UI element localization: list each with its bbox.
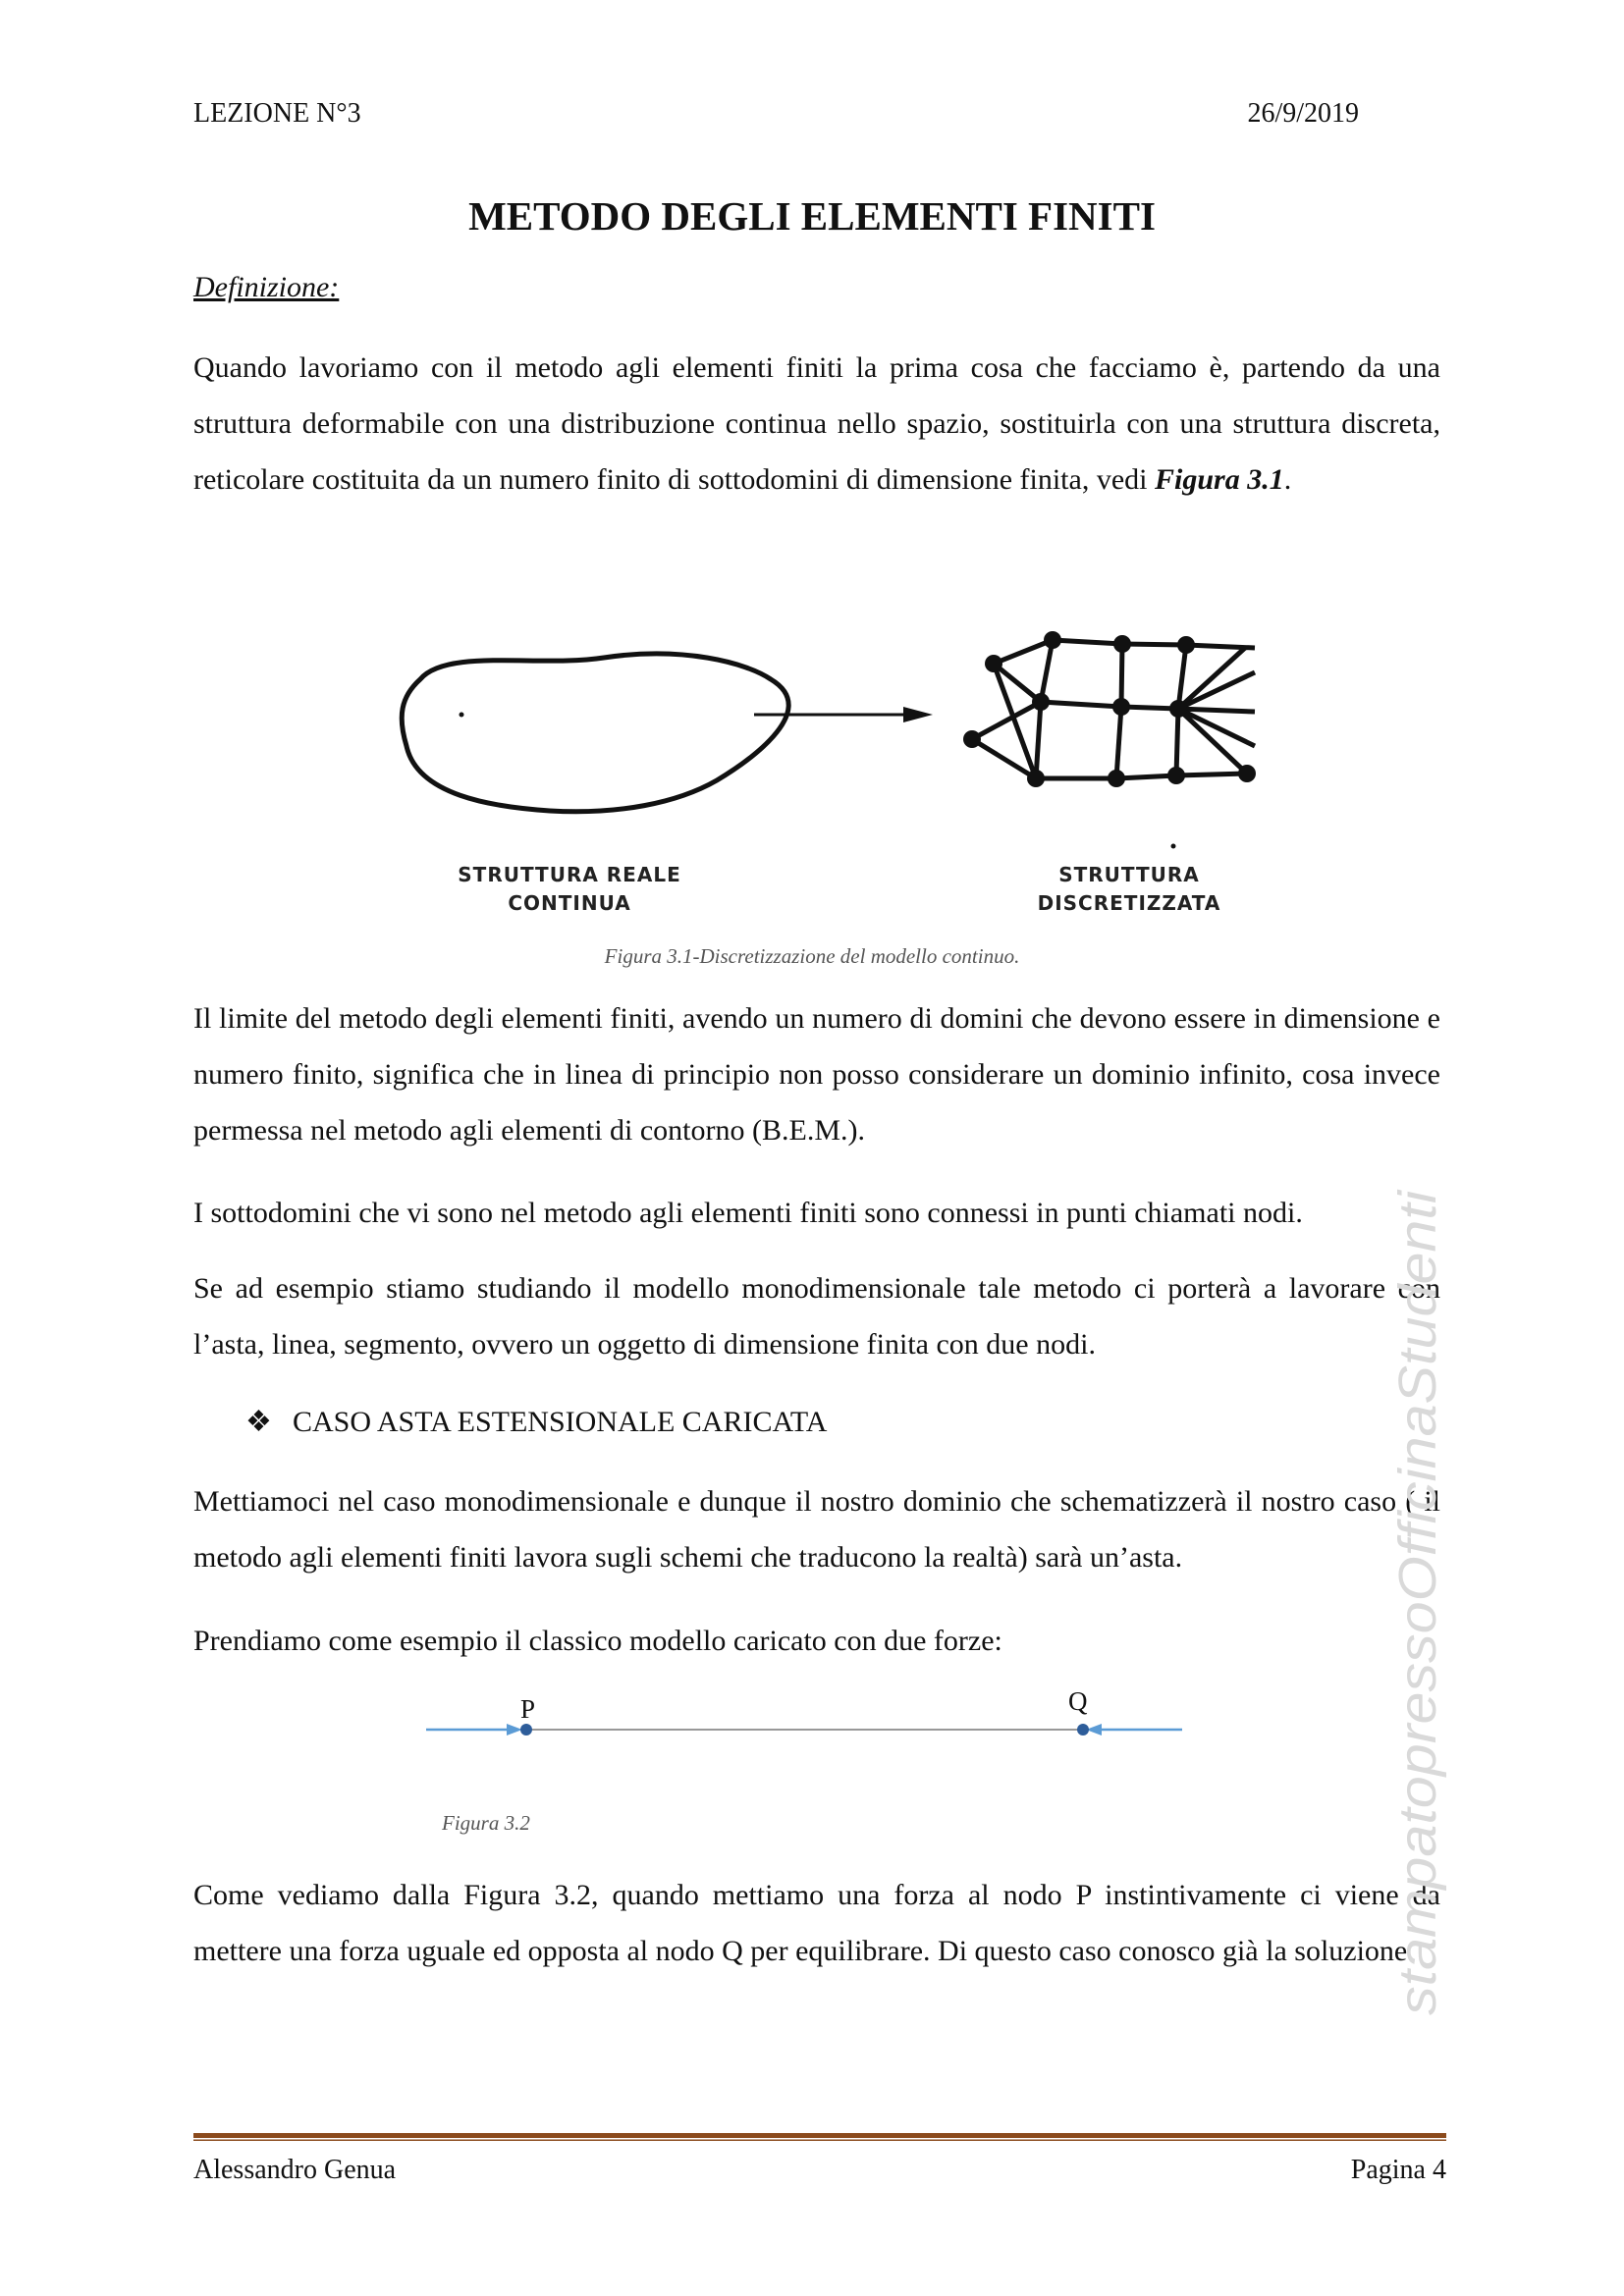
blob-dot bbox=[460, 713, 464, 718]
paragraph-intro-end: . bbox=[1283, 463, 1292, 496]
paragraph-example: Prendiamo come esempio il classico modello caricato con due forze: bbox=[193, 1625, 1002, 1657]
figure-reference: Figura 3.1 bbox=[1154, 463, 1284, 496]
label-discrete-structure bbox=[1011, 861, 1247, 918]
header-date: 26/9/2019 bbox=[1247, 98, 1359, 129]
footer-author: Alessandro Genua bbox=[193, 2155, 397, 2185]
paragraph-case: Mettiamoci nel caso monodimensionale e dunque il nostro dominio che schematizzerà il nostro caso ( il metodo agli elementi finiti lavora sugli schemi che traducono la realtà) sarà un’asta. bbox=[193, 1485, 1440, 1574]
watermark-text: stampatopressoOfficinaStudenti bbox=[1388, 1263, 1447, 2015]
continuous-structure-shape bbox=[402, 654, 788, 812]
force-arrow-p-head bbox=[507, 1724, 522, 1735]
footer-page-number: Pagina 4 bbox=[1350, 2155, 1446, 2185]
paragraph-limit: Il limite del metodo degli elementi finiti, avendo un numero di domini che devono essere in dimensione e numero finito, significa che in linea di principio non posso considerare un dominio infinito, cosa invece permessa nel metodo agli elementi di contorno (B.E.M.). bbox=[193, 1002, 1440, 1147]
section-subheading: Definizione: bbox=[193, 271, 340, 303]
footer-divider bbox=[193, 2133, 1446, 2142]
node-q-label: Q bbox=[1068, 1686, 1088, 1716]
label-continuous-structure bbox=[452, 861, 687, 918]
paragraph-conclusion: Come vediamo dalla Figura 3.2, quando mettiamo una forza al nodo P instintivamente ci viene da mettere una forza uguale ed opposta al nodo Q per equilibrare. Di questo caso conosco già la soluzione. bbox=[193, 1879, 1440, 1967]
paragraph-intro-text: Quando lavoriamo con il metodo agli elementi finiti la prima cosa che facciamo è, partendo da una struttura deformabile con una distribuzione continua nello spazio, sostituirla con una struttura discreta, reticolare costituita da un numero finito di sottodomini di dimensione finita, vedi bbox=[193, 351, 1440, 496]
transform-arrowhead bbox=[903, 707, 933, 722]
page-title: METODO DEGLI ELEMENTI FINITI bbox=[468, 193, 1156, 239]
bullet-heading bbox=[245, 1405, 827, 1439]
node-p-label: P bbox=[520, 1694, 536, 1724]
label-continuous-line1: STRUTTURA REALE bbox=[458, 863, 681, 886]
paragraph-monodimensional: Se ad esempio stiamo studiando il modello monodimensionale tale metodo ci porterà a lavorare con l’asta, linea, segmento, ovvero un oggetto di dimensione finita con due nodi. bbox=[193, 1272, 1440, 1361]
label-continuous-line2: CONTINUA bbox=[508, 891, 631, 915]
label-discrete-line1: STRUTTURA bbox=[1058, 863, 1200, 886]
paragraph-intro bbox=[193, 340, 1440, 507]
bullet-heading-text: CASO ASTA ESTENSIONALE CARICATA bbox=[293, 1406, 828, 1438]
figure2-caption: Figura 3.2 bbox=[442, 1811, 530, 1835]
node-p bbox=[520, 1724, 532, 1735]
figure1-caption: Figura 3.1-Discretizzazione del modello continuo. bbox=[604, 944, 1020, 968]
diamond-bullet-icon: ❖ bbox=[245, 1406, 272, 1438]
node-q bbox=[1077, 1724, 1089, 1735]
header-lesson: LEZIONE N°3 bbox=[193, 98, 361, 129]
paragraph-nodes: I sottodomini che vi sono nel metodo agli elementi finiti sono connessi in punti chiamati nodi. bbox=[193, 1197, 1303, 1229]
label-discrete-line2: DISCRETIZZATA bbox=[1037, 891, 1221, 915]
watermark bbox=[1375, 1183, 1463, 2017]
